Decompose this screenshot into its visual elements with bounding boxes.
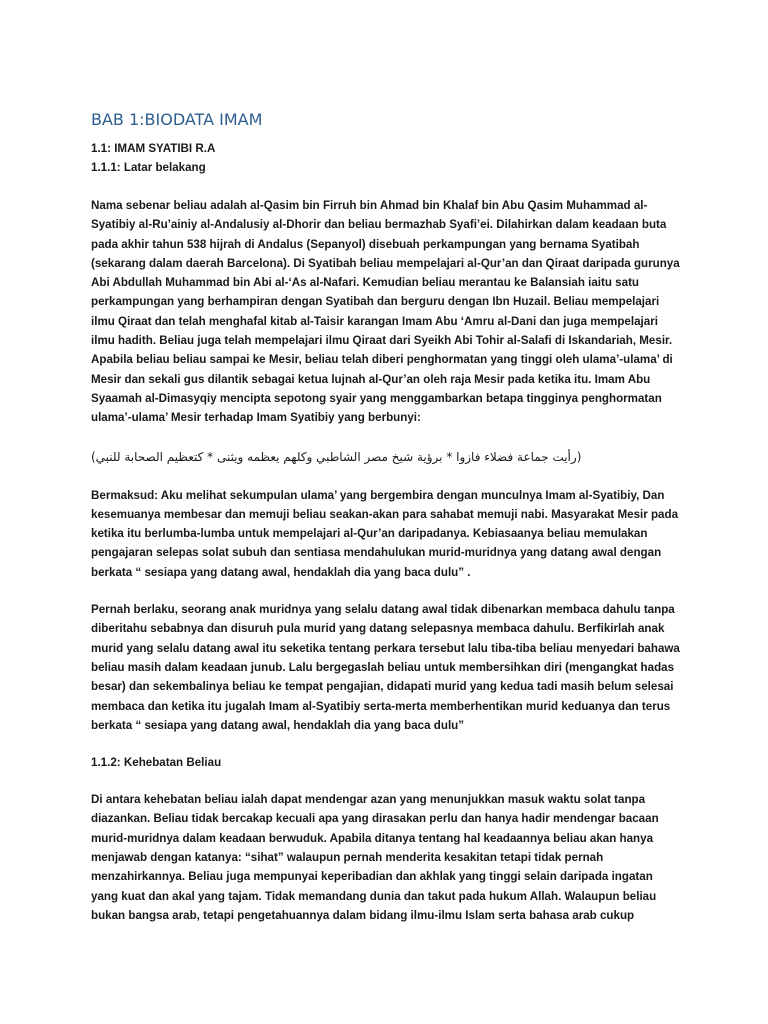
paragraph-meaning: Bermaksud: Aku melihat sekumpulan ulama’ yang bergembira dengan munculnya Imam al-Syatibiy, Dan kesemuanya membesar dan memuji beliau seakan-akan para sahabat memuji nabi. Masyarakat Mesir pada ketika itu berlumba-lumba untuk mempelajari al-Qur’an daripadanya. Kebiasaanya beliau memulakan pengajaran selepas solat subuh dan sentiasa mendahulukan murid-muridnya yang datang awal dengan berkata “ sesiapa yang datang awal, hendaklah dia yang baca dulu” . — [91, 488, 679, 579]
paragraph-biography: Nama sebenar beliau adalah al-Qasim bin Firruh bin Ahmad bin Khalaf bin Abu Qasim Muhammad al-Syatibiy al-Ru’ainiy al-Andalusiy al-Dhorir dan beliau bermazhab Syafi’ei. Dilahirkan dalam keadaan buta pada akhir tahun 538 hijrah di Andalus (Sepanyol) disebuah perkampungan yang bernama Syatibah (sekarang dalam daerah Barcelona). Di Syatibah beliau mempelajari al-Qur’an dan Qiraat daripada gurunya Abi Abdullah Muhammad bin Abi al-‘As al-Nafari. Kemudian beliau merantau ke Balansiah iaitu satu perkampungan yang berhampiran dengan Syatibah dan berguru dengan Ibn Huzail. Beliau mempelajari ilmu Qiraat dan telah menghafal kitab al-Taisir karangan Imam Abu ‘Amru al-Dani dan juga mempelajari ilmu hadith. Beliau juga telah mempelajari ilmu Qiraat dari Syeikh Abi Tohir al-Salafi di Iskandariah, Mesir. Apabila beliau beliau sampai ke Mesir, beliau telah diberi penghormatan yang tinggi oleh ulama’-ulama’ di Mesir dan sekali gus dilantik sebagai ketua lujnah al-Qur’an oleh raja Mesir pada ketika itu. Imam Abu Syaamah al-Dimasyqiy mencipta sepotong syair yang menggambarkan betapa tingginya penghormatan ulama’-ulama’ Mesir terhadap Imam Syatibiy yang berbunyi: — [91, 199, 680, 425]
chapter-title: BAB 1:BIODATA IMAM — [91, 110, 263, 129]
subsection-heading-kehebatan: 1.1.2: Kehebatan Beliau — [91, 756, 222, 770]
document-body — [91, 110, 683, 925]
paragraph-virtues: Di antara kehebatan beliau ialah dapat mendengar azan yang menunjukkan masuk waktu solat tanpa diazankan. Beliau tidak bercakap kecuali apa yang dirasakan perlu dan hanya hadir mendengar bacaan murid-muridnya dalam keadaan berwuduk. Apabila ditanya tentang hal keadaannya beliau akan hanya menjawab dengan katanya: “sihat” walaupun pernah menderita kesakitan tetapi tidak pernah menzahirkannya. Beliau juga mempunyai keperibadian dan akhlak yang tinggi selain daripada ingatan yang kuat dan akal yang tajam. Tidak memandang dunia dan takut pada hukum Allah. Walaupun beliau bukan bangsa arab, tetapi pengetahuannya dalam bidang ilmu-ilmu Islam serta bahasa arab cukup — [91, 793, 659, 922]
subsection-heading-latar-belakang: 1.1.1: Latar belakang — [91, 161, 206, 174]
section-heading: 1.1: IMAM SYATIBI R.A — [91, 142, 216, 155]
paragraph-anecdote: Pernah berlaku, seorang anak muridnya yang selalu datang awal tidak dibenarkan membaca dahulu tanpa diberitahu sebabnya dan disuruh pula murid yang datang selepasnya membaca dahulu. Berfikirlah anak murid yang selalu datang awal itu seketika tentang perkara tersebut lalu tiba-tiba beliau menyedari bahawa beliau masih dalam keadaan junub. Lalu bergegaslah beliau untuk membersihkan diri (mengangkat hadas besar) dan sekembalinya beliau ke tempat pengajian, didapati murid yang kedua tadi masih belum selesai membaca dan ketika itu jugalah Imam al-Syatibiy serta-merta memberhentikan murid keduanya dan terus berkata “ sesiapa yang datang awal, hendaklah dia yang baca dulu” — [91, 603, 680, 732]
arabic-verse: (رأيت جماعة فضلاء فازوا * برؤية شيخ مصر الشاطبي وكلهم يعظمه ويثنى * كتعظيم الصحابة للنبي) — [91, 449, 582, 464]
